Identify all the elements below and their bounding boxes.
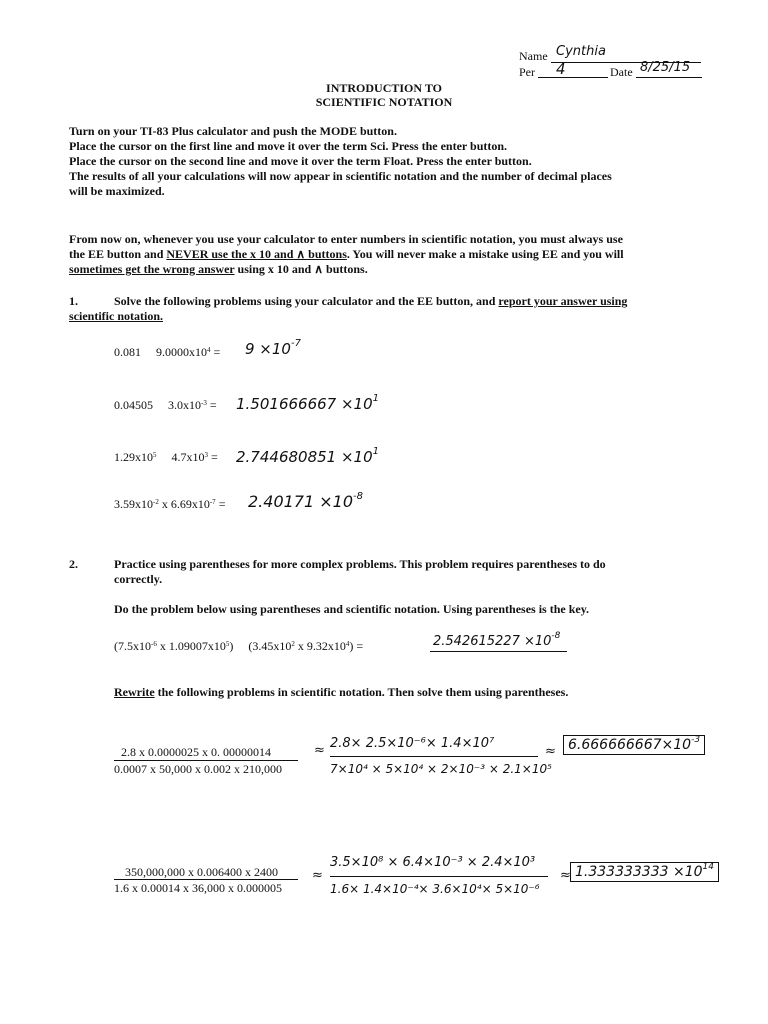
fraction-1-answer: $6.666666667\times 10^{-3}$ [563,735,705,755]
problem-3-answer: $2.744680851 \times 10^1$ [236,446,380,466]
fraction-2-equals: ≈ [312,868,323,883]
title-line-2: SCIENTIFIC NOTATION [315,95,453,109]
problem-1: 0.081 $9.0000x10^4$ = [114,345,221,359]
fraction-1-equals-2: ≈ [545,744,556,759]
fraction-1-hand-denominator: 7×10⁴ × 5×10⁴ × 2×10⁻³ × 2.1×10⁵ [330,762,552,776]
fraction-1-equals: ≈ [314,743,325,758]
fraction-1-denominator: 0.0007 x 50,000 x 0.002 x 210,000 [114,762,282,776]
q1-instructions-cont: scientific notation. [69,309,163,323]
parentheses-problem: ($7.5x10^{-6}$ x $1.09007x10^5$) ($3.45x10^2$ x $9.32x10^4$) = [114,639,364,653]
fraction-2-answer: $1.333333333 \times 10^{14}$ [570,862,719,882]
q2-instructions: Practice using parentheses for more complex problems. This problem requires parentheses to do [114,557,606,571]
problem-2-answer: $1.501666667 \times 10^1$ [236,393,380,413]
q2-number: 2. [69,557,78,571]
ee-button-note: From now on, whenever you use your calculator to enter numbers in scientific notation, you must always use the EE button and NEVER use the x 10 and ∧ buttons. You will never make a mistake using EE and you will sometimes get the wrong answer using x 10 and ∧ buttons. [69,232,624,276]
per-underline [538,77,608,78]
title-line-1: INTRODUCTION TO [326,81,442,95]
problem-4: $3.59x10^{-2}$ x $6.69x10^{-7}$ = [114,497,226,511]
fraction-2-hand-bar [330,876,548,877]
fraction-2-equals-2: ≈ [560,868,571,883]
fraction-2-numerator: 350,000,000 x 0.006400 x 2400 [125,865,278,879]
fraction-2-hand-numerator: 3.5×10⁸ × 6.4×10⁻³ × 2.4×10³ [330,855,536,870]
intro-instructions: Turn on your TI-83 Plus calculator and push the MODE button. Place the cursor on the first line and move it over the term Sci. Press the enter button. Place the cursor on the second line and move it over the term Float. Press the enter button. The results of all your calculations will now appear in scientific notation and the number of decimal places will be maximized. [69,124,612,198]
date-label: Date [610,65,633,79]
fraction-1-numerator: 2.8 x 0.0000025 x 0. 00000014 [121,745,271,759]
name-label: Name [519,49,548,63]
name-value: Cynthia [556,44,606,59]
fraction-2-denominator: 1.6 x 0.00014 x 36,000 x 0.000005 [114,881,282,895]
fraction-1-hand-numerator: 2.8× 2.5×10⁻⁶× 1.4×10⁷ [330,736,495,751]
q2-parentheses-note: Do the problem below using parentheses and scientific notation. Using parentheses is the key. [114,602,590,616]
per-value: 4 [556,60,566,78]
problem-1-answer: $9 \times 10^{-7}$ [245,338,301,358]
per-label: Per [519,65,535,79]
problem-3: $1.29x10^5$ $4.7x10^3$ = [114,450,218,464]
parentheses-answer-underline [430,651,567,652]
q2-instructions-cont: correctly. [114,572,163,586]
problem-2: 0.04505 $3.0x10^{-3}$ = [114,398,217,412]
q1-instructions: Solve the following problems using your calculator and the EE button, and report your answer using [114,294,628,308]
fraction-1-bar [114,760,298,761]
parentheses-answer: $2.542615227 \times 10^{-8}$ [433,631,561,649]
fraction-1-hand-bar [330,756,538,757]
fraction-2-hand-denominator: 1.6× 1.4×10⁻⁴× 3.6×10⁴× 5×10⁻⁶ [330,882,540,896]
rewrite-instructions: Rewrite the following problems in scientific notation. Then solve them using parentheses. [114,685,569,699]
problem-4-answer: $2.40171 \times 10^{-8}$ [248,491,363,511]
date-underline [636,77,702,78]
q1-number: 1. [69,294,78,308]
date-value: 8/25/15 [640,60,691,75]
fraction-2-bar [114,879,298,880]
